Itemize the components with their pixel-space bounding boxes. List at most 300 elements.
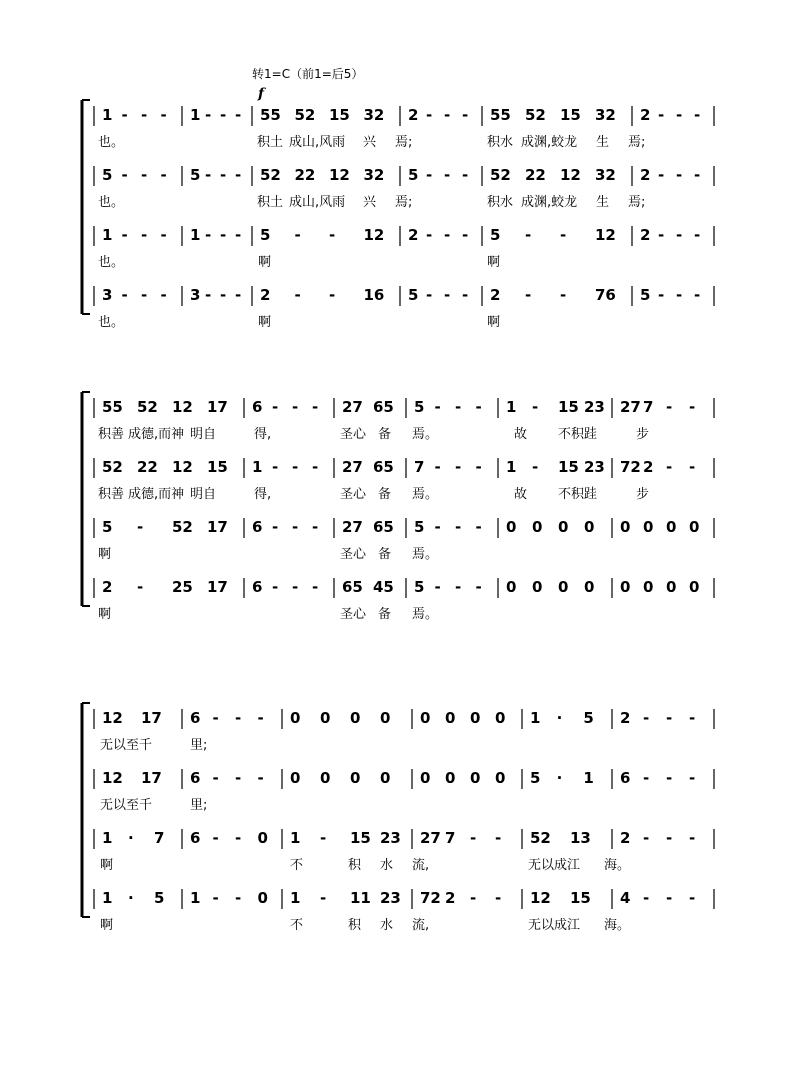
note-token: - [495,829,502,847]
note-token: 1 [290,829,301,847]
note-token: 27 [342,398,363,416]
note-token: - [426,286,433,304]
lyric-syllable: 流, [412,918,430,933]
note-token: - [495,889,502,907]
note-token: 0 [532,518,543,536]
lyric-syllable: 明自 [190,487,217,502]
note-token: 12 [363,226,385,244]
note-token: - [137,518,144,536]
note-token: - [426,226,433,244]
note-token: 22 [137,458,158,476]
note-token: 15 [207,458,228,476]
lyric-syllable: 海。 [604,858,631,873]
note-token: 1 [190,226,201,244]
lyric-syllable: 步 [636,427,650,442]
note-token: - [455,458,462,476]
note-token: - [235,889,242,907]
lyric-syllable: 兴 [363,195,377,210]
staff-4 [94,578,714,622]
note-token: - [643,769,650,787]
note-token: 5 [414,578,425,596]
note-token: - [444,286,451,304]
note-token: 15 [570,889,591,907]
note-token: - [434,458,441,476]
note-token: - [312,398,319,416]
note-token: 7 [445,829,456,847]
lyric-syllable: 积水 [487,195,514,210]
note-token: - [560,286,567,304]
forte-dynamic: f [258,86,265,102]
note-token: - [475,518,482,536]
note-token: 7 [643,398,654,416]
note-token: - [462,226,469,244]
lyric-syllable: 焉。 [412,547,439,562]
note-token: 2 [640,226,651,244]
note-token: 0 [350,769,361,787]
lyric-syllable: 明自 [190,427,217,442]
lyric-syllable: 水 [380,858,394,873]
note-token: - [470,829,477,847]
note-token: 23 [584,458,605,476]
note-token: · [556,709,563,727]
note-token: - [235,166,242,184]
note-token: 0 [420,709,431,727]
note-token: 0 [495,709,506,727]
lyric-syllable: 啊 [98,607,112,622]
note-token: - [434,518,441,536]
note-token: - [257,769,264,787]
note-token: - [434,578,441,596]
note-token: 65 [342,578,363,596]
note-token: 0 [620,518,631,536]
note-token: 5 [260,226,271,244]
note-token: - [212,709,219,727]
note-token: 0 [643,518,654,536]
note-token: 1 [102,889,113,907]
note-token: 17 [207,578,228,596]
note-token: 65 [373,518,394,536]
note-token: 12 [595,226,616,244]
note-token: 6 [252,578,263,596]
note-token: - [689,458,696,476]
staff-1 [94,709,714,753]
note-token: - [689,769,696,787]
note-token: 0 [584,578,595,596]
note-token: 2 [260,286,271,304]
lyric-syllable: 圣心 [340,547,367,562]
lyric-syllable: 得, [254,487,272,502]
note-token: 55 [260,106,281,124]
note-token: 0 [380,769,391,787]
note-token: - [434,398,441,416]
lyric-syllable: 兴 [363,135,377,150]
staff-4 [94,286,714,330]
note-token: 52 [172,518,193,536]
note-token: - [235,769,242,787]
note-token: 0 [666,578,677,596]
note-token: - [141,106,148,124]
note-token: 0 [420,769,431,787]
note-token: 32 [363,106,385,124]
note-token: - [462,106,469,124]
note-token: - [426,106,433,124]
lyric-syllable: 成山,风雨 [289,195,346,210]
lyric-syllable: 备 [378,607,392,622]
note-token: · [128,889,134,907]
note-token: 32 [595,106,616,124]
note-token: - [141,226,148,244]
note-token: 12 [329,166,350,184]
note-token: 1 [102,829,113,847]
note-token: - [294,286,301,304]
note-token: - [257,709,264,727]
note-token: 0 [470,769,481,787]
note-token: 0 [584,518,595,536]
note-token: - [294,226,301,244]
note-token: - [455,518,462,536]
note-token: 5 [640,286,651,304]
note-token: - [141,166,148,184]
lyric-syllable: 海。 [604,918,631,933]
note-token: - [292,578,299,596]
note-token: 12 [102,769,123,787]
note-token: 0 [689,578,700,596]
note-token: 52 [490,166,511,184]
lyric-syllable: 啊 [258,315,272,330]
lyric-syllable: 成山,风雨 [289,135,346,150]
note-token: - [643,889,650,907]
lyric-syllable: 故 [514,427,528,442]
note-token: - [220,166,227,184]
note-token: · [556,769,563,787]
note-token: 6 [620,769,631,787]
lyric-syllable: 啊 [100,918,114,933]
lyric-syllable: 生 [596,195,610,210]
note-token: 0 [320,709,331,727]
lyric-syllable: 无以成江 [528,858,581,873]
note-token: 23 [380,829,401,847]
note-token: 5 [102,518,113,536]
note-token: 12 [530,889,551,907]
note-token: 52 [530,829,551,847]
note-token: 52 [260,166,281,184]
note-token: - [689,829,696,847]
lyric-syllable: 备 [378,487,392,502]
note-token: - [205,286,212,304]
note-token: 5 [154,889,165,907]
note-token: 22 [525,166,546,184]
lyric-syllable: 成渊,蛟龙 [521,195,578,210]
note-token: 52 [294,106,316,124]
note-token: 5 [190,166,201,184]
lyric-syllable: 啊 [100,858,114,873]
lyric-syllable: 焉; [395,135,413,150]
lyric-syllable: 里; [190,798,208,813]
note-token: 5 [102,166,113,184]
lyric-syllable: 水 [380,918,394,933]
note-token: 2 [643,458,654,476]
note-token: · [128,829,134,847]
note-token: 0 [495,769,506,787]
note-token: - [329,286,336,304]
system-1 [82,100,714,330]
lyric-syllable: 也。 [98,315,125,330]
note-token: - [160,166,167,184]
note-token: 6 [252,518,263,536]
lyric-syllable: 焉; [628,135,646,150]
note-token: 72 [620,458,641,476]
note-token: 17 [207,398,228,416]
note-token: - [532,398,539,416]
note-token: - [658,106,665,124]
lyric-syllable: 焉。 [412,427,439,442]
lyric-syllable: 成渊,蛟龙 [521,135,578,150]
note-token: - [666,458,673,476]
note-token: 1 [102,106,113,124]
lyric-syllable: 不 [290,858,304,873]
note-token: 6 [190,709,201,727]
note-token: 6 [252,398,263,416]
note-token: 0 [290,709,301,727]
note-token: 5 [408,286,419,304]
note-token: 2 [620,709,631,727]
note-token: - [220,226,227,244]
note-token: 0 [445,709,456,727]
note-token: 55 [102,398,123,416]
note-token: 0 [257,829,268,847]
staff-2 [94,166,714,210]
note-token: - [212,829,219,847]
note-token: - [121,286,128,304]
note-token: - [694,106,701,124]
note-token: 0 [643,578,654,596]
note-token: - [475,398,482,416]
note-token: - [455,398,462,416]
lyric-syllable: 成德,而神 [128,487,185,502]
key-change-marking: 转1=C（前1=后5） [252,67,364,81]
staff-2 [94,769,714,813]
lyric-syllable: 啊 [487,255,501,270]
note-token: - [643,709,650,727]
note-token: - [666,769,673,787]
lyric-syllable: 啊 [487,315,501,330]
note-token: - [444,166,451,184]
lyric-syllable: 不 [290,918,304,933]
note-token: 32 [595,166,616,184]
note-token: 27 [342,518,363,536]
note-token: 1 [506,458,517,476]
lyric-syllable: 故 [514,487,528,502]
staff-4 [94,889,714,933]
note-token: 12 [102,709,123,727]
note-token: 3 [190,286,201,304]
note-token: - [658,226,665,244]
note-token: - [689,398,696,416]
note-token: 2 [490,286,501,304]
lyric-syllable: 备 [378,427,392,442]
note-token: - [292,398,299,416]
note-token: - [694,226,701,244]
staff-3 [94,829,714,873]
note-token: 15 [558,458,579,476]
lyric-syllable: 也。 [98,135,125,150]
note-token: - [235,286,242,304]
note-token: - [235,709,242,727]
note-token: - [235,106,242,124]
note-token: 27 [620,398,641,416]
note-token: 12 [172,398,193,416]
note-token: - [272,578,279,596]
note-token: 0 [558,518,569,536]
note-token: 0 [506,578,517,596]
lyric-syllable: 得, [254,427,272,442]
note-token: 12 [172,458,193,476]
note-token: 2 [408,226,419,244]
note-token: - [212,889,219,907]
note-token: 55 [490,106,511,124]
note-token: - [462,166,469,184]
note-token: - [312,578,319,596]
note-token: 1 [290,889,301,907]
note-token: 11 [350,889,371,907]
lyric-syllable: 积善 [98,427,125,442]
note-token: 52 [525,106,546,124]
lyric-syllable: 无以至千 [100,798,153,813]
system-2 [82,392,714,622]
note-token: - [444,106,451,124]
note-token: - [676,226,683,244]
note-token: 2 [102,578,113,596]
note-token: - [532,458,539,476]
lyric-syllable: 积 [348,918,362,933]
note-token: 0 [470,709,481,727]
note-token: 1 [530,709,541,727]
note-token: 0 [445,769,456,787]
note-token: 5 [414,398,425,416]
staff-2 [94,458,714,502]
system-3 [82,703,714,933]
note-token: 65 [373,398,394,416]
staff-3 [94,226,714,270]
note-token: - [689,889,696,907]
note-token: 52 [137,398,158,416]
note-token: - [141,286,148,304]
score-systems [82,100,714,933]
lyric-syllable: 焉; [628,195,646,210]
note-token: 17 [207,518,228,536]
note-token: - [292,458,299,476]
note-token: 12 [560,166,581,184]
note-token: - [475,458,482,476]
note-token: 17 [141,709,162,727]
lyric-syllable: 积土 [257,135,284,150]
note-token: 0 [506,518,517,536]
note-token: - [205,106,212,124]
note-token: 5 [583,709,594,727]
lyric-syllable: 流, [412,858,430,873]
note-token: - [666,829,673,847]
note-token: - [160,286,167,304]
note-token: - [694,166,701,184]
note-token: 16 [363,286,385,304]
note-token: - [676,106,683,124]
note-token: 15 [329,106,350,124]
staff-3 [94,518,714,562]
note-token: 23 [584,398,605,416]
note-token: 0 [350,709,361,727]
note-token: 0 [666,518,677,536]
note-token: - [220,286,227,304]
note-token: 1 [190,106,201,124]
note-token: 22 [294,166,316,184]
note-token: - [658,166,665,184]
lyric-syllable: 里; [190,738,208,753]
note-token: 25 [172,578,193,596]
lyric-syllable: 圣心 [340,487,367,502]
note-token: - [462,286,469,304]
note-token: 7 [154,829,165,847]
lyric-syllable: 不积跬 [558,427,598,442]
lyric-syllable: 啊 [258,255,272,270]
note-token: 52 [102,458,123,476]
lyric-syllable: 积土 [257,195,284,210]
note-token: 6 [190,769,201,787]
note-token: 15 [560,106,581,124]
note-token: 5 [490,226,501,244]
note-token: - [329,226,336,244]
note-token: 0 [689,518,700,536]
lyric-syllable: 无以至千 [100,738,153,753]
lyric-syllable: 积 [348,858,362,873]
note-token: - [525,286,532,304]
note-token: - [666,398,673,416]
lyric-syllable: 也。 [98,195,125,210]
lyric-syllable: 啊 [98,547,112,562]
note-token: - [560,226,567,244]
note-token: 7 [414,458,425,476]
note-token: - [212,769,219,787]
note-token: 0 [257,889,268,907]
note-token: - [694,286,701,304]
note-token: 13 [570,829,591,847]
note-token: 1 [506,398,517,416]
note-token: - [272,458,279,476]
note-token: 5 [414,518,425,536]
note-token: 1 [583,769,594,787]
note-token: - [666,889,673,907]
lyric-syllable: 圣心 [340,607,367,622]
note-token: 17 [141,769,162,787]
lyric-syllable: 生 [596,135,610,150]
staff-1 [94,398,714,442]
lyric-syllable: 焉。 [412,487,439,502]
note-token: 27 [342,458,363,476]
note-token: - [676,166,683,184]
note-token: 4 [620,889,631,907]
note-token: 3 [102,286,113,304]
note-token: - [320,889,327,907]
lyric-syllable: 积善 [98,487,125,502]
lyric-syllable: 积水 [487,135,514,150]
lyric-syllable: 焉。 [412,607,439,622]
note-token: - [444,226,451,244]
note-token: 2 [640,106,651,124]
note-token: - [121,166,128,184]
note-token: 2 [445,889,456,907]
note-token: 1 [102,226,113,244]
note-token: 0 [380,709,391,727]
note-token: - [475,578,482,596]
